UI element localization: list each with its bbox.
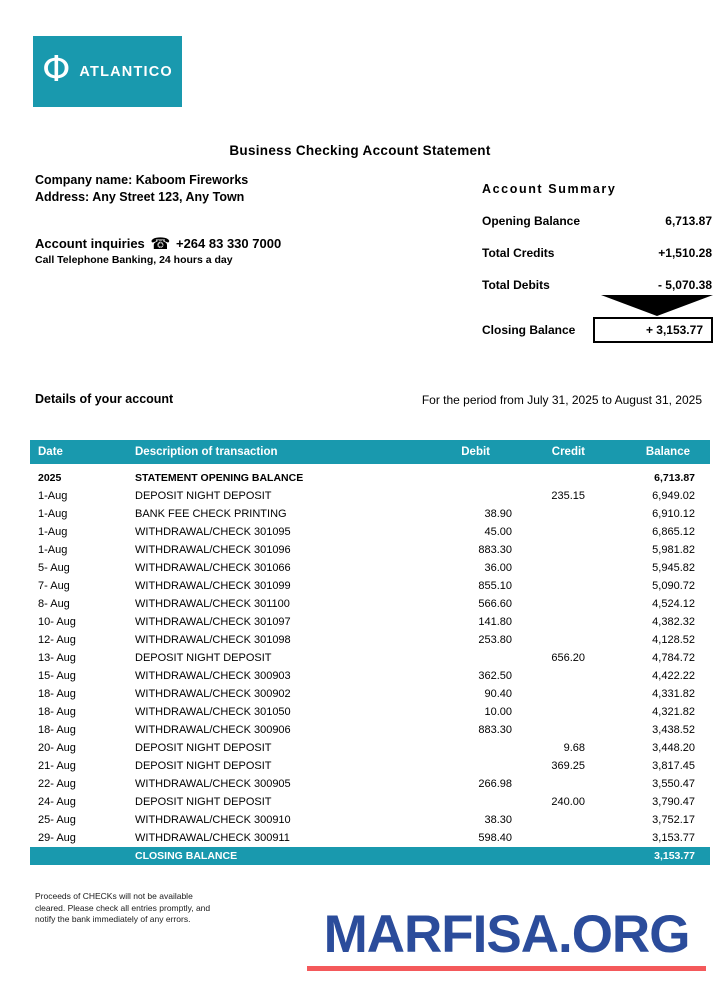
cell-credit: 235.15 bbox=[551, 490, 585, 502]
company-address-line: Address: Any Street 123, Any Town bbox=[35, 190, 245, 204]
cell-date: 24- Aug bbox=[38, 796, 76, 808]
cell-desc: WITHDRAWAL/CHECK 300902 bbox=[135, 688, 291, 700]
cell-balance: 6,949.02 bbox=[652, 490, 695, 502]
table-row bbox=[30, 829, 710, 847]
table-row bbox=[30, 721, 710, 739]
cell-credit: 9.68 bbox=[563, 742, 585, 754]
cell-debit: 598.40 bbox=[478, 832, 512, 844]
table-row bbox=[30, 523, 710, 541]
cell-desc: DEPOSIT NIGHT DEPOSIT bbox=[135, 796, 272, 808]
cell-desc: DEPOSIT NIGHT DEPOSIT bbox=[135, 760, 272, 772]
cell-date: 1-Aug bbox=[38, 526, 68, 538]
table-row bbox=[30, 577, 710, 595]
cell-debit: 855.10 bbox=[478, 580, 512, 592]
total-debits-value: - 5,070.38 bbox=[657, 278, 712, 292]
cell-balance: 3,153.77 bbox=[652, 832, 695, 844]
footnote-line: notify the bank immediately of any errors. bbox=[35, 914, 191, 924]
cell-date: 7- Aug bbox=[38, 580, 70, 592]
statement-period: For the period from July 31, 2025 to August 31, 2025 bbox=[421, 393, 702, 407]
closing-bar-label: CLOSING BALANCE bbox=[135, 850, 238, 862]
total-debits-label: Total Debits bbox=[482, 278, 550, 292]
transactions-table bbox=[30, 440, 710, 865]
closing-balance-value: + 3,153.77 bbox=[593, 317, 713, 343]
cell-credit: 240.00 bbox=[551, 796, 585, 808]
table-row bbox=[30, 703, 710, 721]
cell-desc: WITHDRAWAL/CHECK 301095 bbox=[135, 526, 291, 538]
table-row bbox=[30, 667, 710, 685]
statement-title: Business Checking Account Statement bbox=[229, 143, 491, 158]
cell-balance: 3,752.17 bbox=[652, 814, 695, 826]
watermark-logo: MARFISA.ORG bbox=[323, 905, 690, 964]
cell-balance: 4,524.12 bbox=[652, 598, 695, 610]
table-row bbox=[30, 505, 710, 523]
watermark-underline bbox=[307, 966, 706, 971]
cell-balance: 4,784.72 bbox=[652, 652, 695, 664]
cell-balance: 6,865.12 bbox=[652, 526, 695, 538]
cell-date: 21- Aug bbox=[38, 760, 76, 772]
cell-balance: 3,817.45 bbox=[652, 760, 695, 772]
cell-date: 18- Aug bbox=[38, 724, 76, 736]
footnote bbox=[35, 891, 210, 926]
cell-date: 12- Aug bbox=[38, 634, 76, 646]
cell-debit: 10.00 bbox=[484, 706, 512, 718]
cell-date: 18- Aug bbox=[38, 706, 76, 718]
cell-balance: 3,438.52 bbox=[652, 724, 695, 736]
cell-date: 25- Aug bbox=[38, 814, 76, 826]
header-debit: Debit bbox=[461, 446, 490, 458]
cell-desc: WITHDRAWAL/CHECK 301050 bbox=[135, 706, 291, 718]
table-row bbox=[30, 487, 710, 505]
cell-date: 22- Aug bbox=[38, 778, 76, 790]
cell-date: 5- Aug bbox=[38, 562, 70, 574]
table-row bbox=[30, 541, 710, 559]
closing-balance-bar bbox=[30, 847, 710, 865]
opening-balance-value: 6,713.87 bbox=[665, 214, 712, 228]
cell-debit: 38.90 bbox=[484, 508, 512, 520]
cell-balance: 3,448.20 bbox=[652, 742, 695, 754]
cell-balance: 5,981.82 bbox=[652, 544, 695, 556]
bank-logo bbox=[33, 36, 182, 107]
cell-desc: WITHDRAWAL/CHECK 300903 bbox=[135, 670, 291, 682]
cell-credit: 656.20 bbox=[551, 652, 585, 664]
header-date: Date bbox=[38, 446, 63, 458]
table-header-row bbox=[30, 440, 710, 464]
cell-desc: DEPOSIT NIGHT DEPOSIT bbox=[135, 742, 272, 754]
transaction-rows bbox=[30, 464, 710, 847]
cell-balance: 5,945.82 bbox=[652, 562, 695, 574]
table-row bbox=[30, 631, 710, 649]
company-info bbox=[35, 172, 248, 206]
inquiries-label: Account inquiries bbox=[35, 236, 145, 251]
cell-balance: 3,550.47 bbox=[652, 778, 695, 790]
table-row bbox=[30, 559, 710, 577]
cell-date: 8- Aug bbox=[38, 598, 70, 610]
cell-balance: 6,713.87 bbox=[654, 472, 695, 484]
inquiries-phone-number: +264 83 330 7000 bbox=[175, 236, 282, 251]
cell-desc: STATEMENT OPENING BALANCE bbox=[135, 472, 304, 484]
closing-balance-row bbox=[482, 317, 713, 343]
table-row bbox=[30, 649, 710, 667]
cell-debit: 36.00 bbox=[484, 562, 512, 574]
total-credits-row bbox=[482, 246, 712, 260]
cell-desc: WITHDRAWAL/CHECK 301100 bbox=[135, 598, 290, 610]
cell-desc: WITHDRAWAL/CHECK 300911 bbox=[135, 832, 290, 844]
cell-debit: 266.98 bbox=[478, 778, 512, 790]
cell-balance: 4,321.82 bbox=[652, 706, 695, 718]
cell-date: 1-Aug bbox=[38, 490, 68, 502]
table-row bbox=[30, 469, 710, 487]
header-description: Description of transaction bbox=[135, 446, 278, 458]
table-row bbox=[30, 811, 710, 829]
cell-date: 29- Aug bbox=[38, 832, 76, 844]
cell-date: 13- Aug bbox=[38, 652, 76, 664]
account-inquiries-line bbox=[35, 234, 281, 253]
cell-balance: 4,422.22 bbox=[652, 670, 695, 682]
cell-debit: 883.30 bbox=[478, 544, 512, 556]
cell-debit: 141.80 bbox=[478, 616, 512, 628]
cell-balance: 4,331.82 bbox=[652, 688, 695, 700]
cell-balance: 4,128.52 bbox=[652, 634, 695, 646]
header-credit: Credit bbox=[551, 446, 585, 458]
cell-desc: WITHDRAWAL/CHECK 301098 bbox=[135, 634, 291, 646]
header-balance: Balance bbox=[645, 446, 690, 458]
cell-debit: 38.30 bbox=[484, 814, 512, 826]
cell-debit: 90.40 bbox=[484, 688, 512, 700]
arrow-down-icon bbox=[601, 295, 713, 316]
cell-desc: WITHDRAWAL/CHECK 300910 bbox=[135, 814, 291, 826]
cell-date: 20- Aug bbox=[38, 742, 76, 754]
closing-bar-balance: 3,153.77 bbox=[654, 850, 695, 862]
cell-credit: 369.25 bbox=[551, 760, 585, 772]
table-row bbox=[30, 739, 710, 757]
cell-desc: DEPOSIT NIGHT DEPOSIT bbox=[135, 652, 272, 664]
bank-name: ATLANTICO bbox=[79, 63, 173, 80]
closing-balance-label: Closing Balance bbox=[482, 323, 576, 337]
opening-balance-label: Opening Balance bbox=[482, 214, 581, 228]
telephone-icon: ☎ bbox=[150, 234, 171, 253]
cell-debit: 253.80 bbox=[478, 634, 512, 646]
account-summary bbox=[482, 182, 712, 310]
cell-date: 1-Aug bbox=[38, 544, 68, 556]
total-debits-row bbox=[482, 278, 712, 292]
table-row bbox=[30, 757, 710, 775]
table-row bbox=[30, 595, 710, 613]
cell-debit: 45.00 bbox=[484, 526, 512, 538]
total-credits-label: Total Credits bbox=[482, 246, 555, 260]
cell-desc: WITHDRAWAL/CHECK 300905 bbox=[135, 778, 291, 790]
cell-date: 18- Aug bbox=[38, 688, 76, 700]
cell-date: 2025 bbox=[38, 472, 62, 484]
total-credits-value: +1,510.28 bbox=[658, 246, 712, 260]
table-row bbox=[30, 775, 710, 793]
cell-desc: WITHDRAWAL/CHECK 301097 bbox=[135, 616, 291, 628]
cell-balance: 5,090.72 bbox=[652, 580, 695, 592]
footnote-line: Proceeds of CHECKs will not be available bbox=[35, 891, 193, 901]
cell-desc: WITHDRAWAL/CHECK 301066 bbox=[135, 562, 291, 574]
company-name-line: Company name: Kaboom Fireworks bbox=[35, 173, 249, 187]
table-row bbox=[30, 685, 710, 703]
cell-desc: BANK FEE CHECK PRINTING bbox=[135, 508, 287, 520]
cell-debit: 362.50 bbox=[478, 670, 512, 682]
table-row bbox=[30, 613, 710, 631]
opening-balance-row bbox=[482, 214, 712, 228]
cell-date: 15- Aug bbox=[38, 670, 76, 682]
cell-desc: WITHDRAWAL/CHECK 301096 bbox=[135, 544, 291, 556]
cell-desc: WITHDRAWAL/CHECK 301099 bbox=[135, 580, 291, 592]
cell-desc: DEPOSIT NIGHT DEPOSIT bbox=[135, 490, 272, 502]
telephone-banking-line: Call Telephone Banking, 24 hours a day bbox=[35, 254, 233, 266]
cell-desc: WITHDRAWAL/CHECK 300906 bbox=[135, 724, 291, 736]
table-row bbox=[30, 793, 710, 811]
cell-balance: 6,910.12 bbox=[652, 508, 695, 520]
cell-date: 1-Aug bbox=[38, 508, 68, 520]
details-heading: Details of your account bbox=[35, 392, 174, 406]
cell-debit: 883.30 bbox=[478, 724, 512, 736]
account-summary-heading: Account Summary bbox=[482, 182, 617, 196]
cell-balance: 4,382.32 bbox=[652, 616, 695, 628]
cell-debit: 566.60 bbox=[478, 598, 512, 610]
footnote-line: cleared. Please check all entries promptly, and bbox=[35, 902, 211, 913]
cell-date: 10- Aug bbox=[38, 616, 76, 628]
phi-icon: Φ bbox=[42, 49, 71, 90]
cell-balance: 3,790.47 bbox=[652, 796, 695, 808]
